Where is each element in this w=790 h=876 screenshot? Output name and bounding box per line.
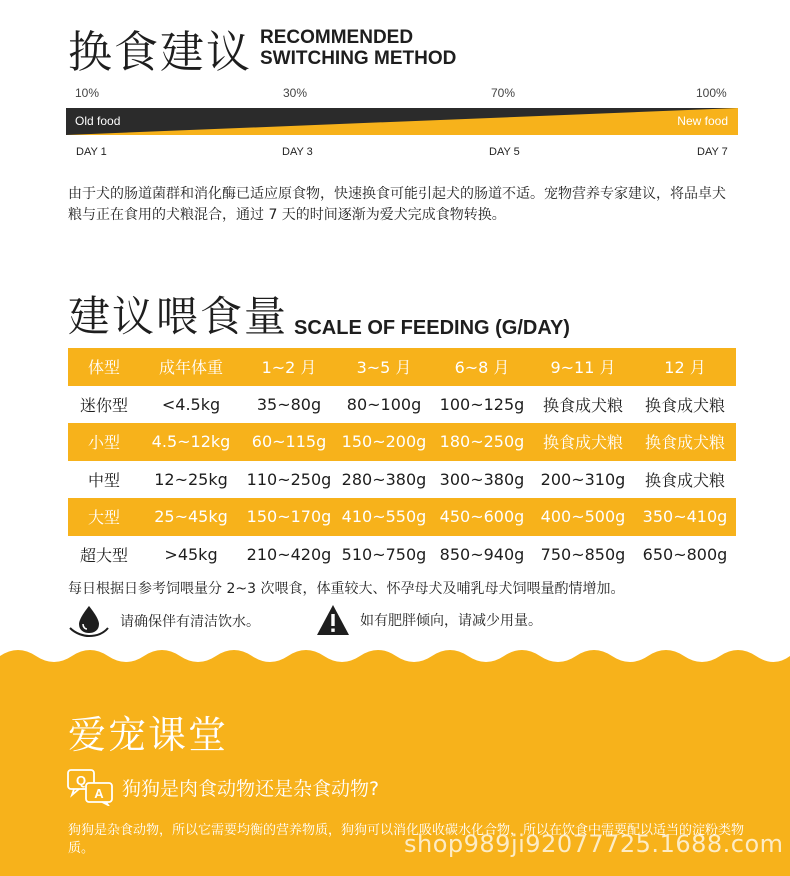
table-cell: 12~25kg bbox=[140, 461, 242, 499]
table-cell: 换食成犬粮 bbox=[532, 423, 634, 461]
pct-label-4: 100% bbox=[696, 86, 727, 100]
table-cell: 中型 bbox=[68, 461, 140, 499]
table-cell: 换食成犬粮 bbox=[634, 423, 736, 461]
table-cell: 850~940g bbox=[432, 536, 532, 574]
day-label-1: DAY 1 bbox=[76, 146, 107, 158]
table-header-cell: 12 月 bbox=[634, 348, 736, 386]
table-header-row bbox=[68, 348, 736, 386]
feeding-title bbox=[68, 284, 570, 344]
switching-title-en-line1: RECOMMENDED bbox=[260, 27, 414, 48]
table-row bbox=[68, 423, 736, 461]
feeding-note: 每日根据日参考饲喂量分 2~3 次喂食，体重较大、怀孕母犬及哺乳母犬饲喂量酌情增加。 bbox=[68, 581, 625, 597]
new-food-label: New food bbox=[677, 114, 728, 128]
percentage-row bbox=[66, 86, 738, 102]
table-cell: 小型 bbox=[68, 423, 140, 461]
table-cell: >45kg bbox=[140, 536, 242, 574]
qa-chat-icon bbox=[66, 768, 114, 806]
table-cell: 4.5~12kg bbox=[140, 423, 242, 461]
qa-question bbox=[66, 768, 379, 806]
question-text: 狗狗是肉食动物还是杂食动物? bbox=[122, 777, 380, 800]
table-cell: 200~310g bbox=[532, 461, 634, 499]
pct-label-1: 10% bbox=[75, 86, 100, 100]
table-cell: 迷你型 bbox=[68, 386, 140, 424]
switching-title-cn: 换食建议 bbox=[68, 27, 252, 78]
warning-triangle-icon bbox=[316, 604, 350, 636]
table-row bbox=[68, 386, 736, 424]
feeding-title-en: SCALE OF FEEDING (G/DAY) bbox=[294, 317, 570, 339]
table-cell: 换食成犬粮 bbox=[634, 386, 736, 424]
table-cell: 大型 bbox=[68, 498, 140, 536]
pct-label-3: 70% bbox=[491, 86, 516, 100]
table-cell: 35~80g bbox=[242, 386, 336, 424]
feeding-title-cn: 建议喂食量 bbox=[68, 292, 289, 341]
old-food-label: Old food bbox=[75, 114, 121, 128]
table-cell: 750~850g bbox=[532, 536, 634, 574]
qa-icon-q: Q bbox=[75, 773, 87, 788]
feeding-table bbox=[68, 348, 736, 573]
table-row bbox=[68, 498, 736, 536]
answer-text: 狗狗是杂食动物，所以它需要均衡的营养物质，狗狗可以消化吸收碳水化合物，所以在饮食中需要配以适当的淀粉类物质。 bbox=[68, 823, 745, 856]
table-cell: 400~500g bbox=[532, 498, 634, 536]
warning-tip bbox=[316, 604, 542, 636]
table-cell: 换食成犬粮 bbox=[532, 386, 634, 424]
table-cell: 300~380g bbox=[432, 461, 532, 499]
table-cell: 350~410g bbox=[634, 498, 736, 536]
day-label-3: DAY 5 bbox=[489, 146, 520, 158]
table-cell: 25~45kg bbox=[140, 498, 242, 536]
table-cell: 150~170g bbox=[242, 498, 336, 536]
water-tip bbox=[68, 604, 260, 638]
table-cell: <4.5kg bbox=[140, 386, 242, 424]
food-switch-wedge bbox=[66, 108, 738, 135]
table-cell: 换食成犬粮 bbox=[634, 461, 736, 499]
table-cell: 60~115g bbox=[242, 423, 336, 461]
water-drop-icon bbox=[68, 604, 110, 638]
day-label-4: DAY 7 bbox=[697, 146, 728, 158]
switching-description: 由于犬的肠道菌群和消化酶已适应原食物，快速换食可能引起犬的肠道不适。宠物营养专家建议，将品卓犬粮与正在食用的犬粮混合，通过 7 天的时间逐渐为爱犬完成食物转换。 bbox=[68, 186, 726, 223]
table-header-cell: 1~2 月 bbox=[242, 348, 336, 386]
table-cell: 100~125g bbox=[432, 386, 532, 424]
pct-label-2: 30% bbox=[283, 86, 308, 100]
table-cell: 110~250g bbox=[242, 461, 336, 499]
food-switch-bar bbox=[66, 108, 738, 135]
table-cell: 650~800g bbox=[634, 536, 736, 574]
table-cell: 280~380g bbox=[336, 461, 432, 499]
table-header-cell: 3~5 月 bbox=[336, 348, 432, 386]
switching-title bbox=[68, 16, 456, 80]
table-cell: 180~250g bbox=[432, 423, 532, 461]
table-header-cell: 成年体重 bbox=[140, 348, 242, 386]
table-row bbox=[68, 461, 736, 499]
table-header-cell: 9~11 月 bbox=[532, 348, 634, 386]
table-cell: 450~600g bbox=[432, 498, 532, 536]
table-cell: 510~750g bbox=[336, 536, 432, 574]
table-header-cell: 体型 bbox=[68, 348, 140, 386]
shop-watermark: shop989ji92077725.1688.com bbox=[404, 830, 784, 858]
switching-title-en-line2: SWITCHING METHOD bbox=[260, 48, 457, 69]
day-label-2: DAY 3 bbox=[282, 146, 313, 158]
table-cell: 210~420g bbox=[242, 536, 336, 574]
qa-icon-a: A bbox=[94, 786, 104, 801]
table-row bbox=[68, 536, 736, 574]
table-cell: 80~100g bbox=[336, 386, 432, 424]
switching-title-en bbox=[260, 27, 456, 69]
table-cell: 超大型 bbox=[68, 536, 140, 574]
pet-class-title: 爱宠课堂 bbox=[68, 713, 229, 757]
pet-class-section bbox=[0, 648, 790, 876]
warning-tip-text: 如有肥胖倾向，请减少用量。 bbox=[360, 613, 542, 629]
day-row bbox=[66, 146, 738, 162]
table-header-cell: 6~8 月 bbox=[432, 348, 532, 386]
old-food-wedge bbox=[66, 108, 738, 135]
water-tip-text: 请确保伴有清洁饮水。 bbox=[120, 614, 260, 630]
table-cell: 150~200g bbox=[336, 423, 432, 461]
table-cell: 410~550g bbox=[336, 498, 432, 536]
